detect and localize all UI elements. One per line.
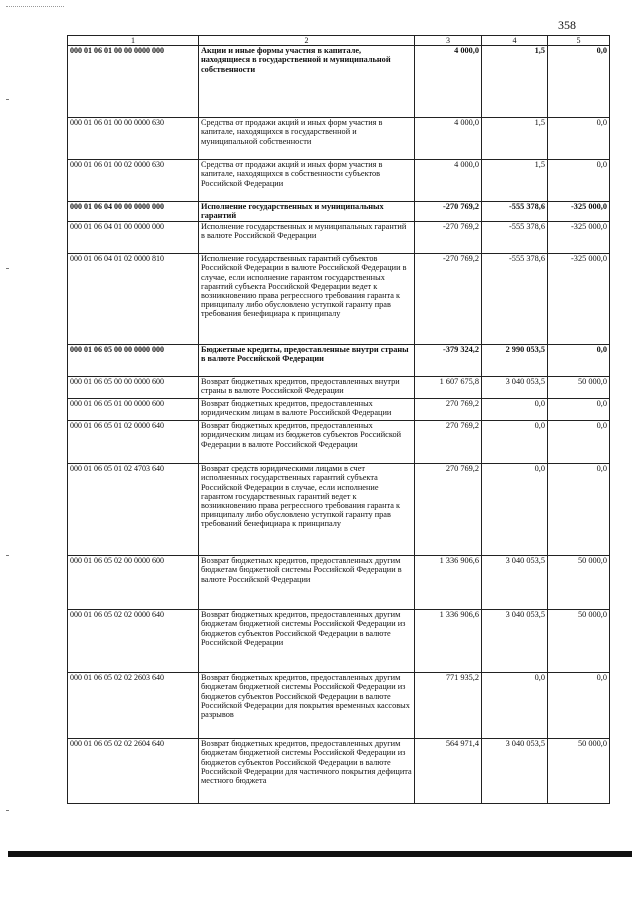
row-value-col3: -270 769,2: [415, 202, 482, 222]
row-code: 000 01 06 04 01 02 0000 810: [68, 254, 199, 345]
table-row: [68, 46, 610, 118]
row-name: Возврат бюджетных кредитов, предоставленных другим бюджетам бюджетной системы Российской Федерации из бюджетов субъектов Российской Федерации в валюте Российской Федерации для частичного покрытия дефицита местного бюджета: [199, 739, 415, 804]
scan-bottom-bar: [8, 851, 632, 857]
scan-speck: [6, 99, 9, 100]
table-row: [68, 160, 610, 202]
row-value-col5: 50 000,0: [548, 556, 610, 610]
row-value-col5: 0,0: [548, 421, 610, 464]
row-code: 000 01 06 05 02 02 2603 640: [68, 673, 199, 739]
row-value-col3: 4 000,0: [415, 160, 482, 202]
table-row: [68, 610, 610, 673]
row-value-col5: -325 000,0: [548, 202, 610, 222]
row-value-col4: 3 040 053,5: [482, 610, 548, 673]
column-header: 2: [199, 36, 415, 46]
row-value-col3: 1 607 675,8: [415, 377, 482, 399]
row-name: Акции и иные формы участия в капитале, находящиеся в государственной и муниципальной собственности: [199, 46, 415, 118]
row-value-col4: -555 378,6: [482, 222, 548, 254]
row-value-col3: 4 000,0: [415, 46, 482, 118]
row-name: Возврат средств юридическими лицами в счет исполненных государственных гарантий субъекта Российской Федерации в случае, если исполнение гарантом государственных гарантий ведет к возникновению права регрессного требования гаранта к принципалу либо обусловлено уступкой гаранту прав требований бенефициара к принципалу: [199, 464, 415, 556]
row-value-col3: 270 769,2: [415, 399, 482, 421]
row-name: Бюджетные кредиты, предоставленные внутри страны в валюте Российской Федерации: [199, 345, 415, 377]
row-name: Исполнение государственных и муниципальных гарантий: [199, 202, 415, 222]
column-header: 1: [68, 36, 199, 46]
row-code: 000 01 06 01 00 02 0000 630: [68, 160, 199, 202]
row-value-col5: 0,0: [548, 46, 610, 118]
table-row: [68, 222, 610, 254]
row-value-col4: 2 990 053,5: [482, 345, 548, 377]
row-code: 000 01 06 01 00 00 0000 000: [68, 46, 199, 118]
row-name: Средства от продажи акций и иных форм участия в капитале, находящихся в собственности субъектов Российской Федерации: [199, 160, 415, 202]
column-header: 5: [548, 36, 610, 46]
row-name: Средства от продажи акций и иных форм участия в капитале, находящихся в государственной и муниципальной собственности: [199, 118, 415, 160]
row-code: 000 01 06 04 01 00 0000 000: [68, 222, 199, 254]
table-row: [68, 377, 610, 399]
row-value-col5: 50 000,0: [548, 739, 610, 804]
row-value-col4: 0,0: [482, 673, 548, 739]
row-value-col4: 3 040 053,5: [482, 556, 548, 610]
row-value-col5: 0,0: [548, 118, 610, 160]
row-value-col4: 3 040 053,5: [482, 377, 548, 399]
row-value-col3: 771 935,2: [415, 673, 482, 739]
row-code: 000 01 06 04 00 00 0000 000: [68, 202, 199, 222]
row-value-col5: -325 000,0: [548, 254, 610, 345]
scan-speck: [6, 555, 9, 556]
row-name: Возврат бюджетных кредитов, предоставленных другим бюджетам бюджетной системы Российской Федерации из бюджетов субъектов Российской Федерации в валюте Российской Федерации: [199, 610, 415, 673]
row-code: 000 01 06 05 01 00 0000 600: [68, 399, 199, 421]
table-row: [68, 556, 610, 610]
row-value-col4: 0,0: [482, 421, 548, 464]
column-header: 4: [482, 36, 548, 46]
row-value-col4: 1,5: [482, 160, 548, 202]
row-name: Возврат бюджетных кредитов, предоставленных юридическим лицам в валюте Российской Федерации: [199, 399, 415, 421]
row-value-col3: 4 000,0: [415, 118, 482, 160]
row-value-col3: 1 336 906,6: [415, 556, 482, 610]
row-value-col4: 3 040 053,5: [482, 739, 548, 804]
row-value-col5: 0,0: [548, 160, 610, 202]
row-name: Исполнение государственных и муниципальных гарантий в валюте Российской Федерации: [199, 222, 415, 254]
header-row: [68, 36, 610, 46]
row-value-col4: 0,0: [482, 399, 548, 421]
scan-edge-mark: [6, 6, 64, 7]
row-code: 000 01 06 01 00 00 0000 630: [68, 118, 199, 160]
table-row: [68, 118, 610, 160]
row-value-col3: -270 769,2: [415, 254, 482, 345]
scan-speck: [6, 268, 9, 269]
row-value-col5: 50 000,0: [548, 610, 610, 673]
row-value-col3: 564 971,4: [415, 739, 482, 804]
row-value-col5: 0,0: [548, 673, 610, 739]
row-value-col5: 0,0: [548, 464, 610, 556]
row-value-col4: 1,5: [482, 46, 548, 118]
budget-table: [67, 35, 610, 804]
row-value-col5: -325 000,0: [548, 222, 610, 254]
row-value-col5: 0,0: [548, 345, 610, 377]
table-row: [68, 202, 610, 222]
table-row: [68, 254, 610, 345]
row-value-col5: 50 000,0: [548, 377, 610, 399]
table-row: [68, 673, 610, 739]
row-code: 000 01 06 05 02 00 0000 600: [68, 556, 199, 610]
row-code: 000 01 06 05 00 00 0000 000: [68, 345, 199, 377]
row-value-col3: 270 769,2: [415, 421, 482, 464]
row-name: Исполнение государственных гарантий субъектов Российской Федерации в валюте Российской Федерации в случае, если исполнение гарантом государственных гарантий субъекта Российской Федерации ведет к возникновению права регрессного требования гаранта к принципалу либо обусловлено уступкой гаранту прав требования бенефициара к принципалу: [199, 254, 415, 345]
row-value-col3: 1 336 906,6: [415, 610, 482, 673]
row-value-col4: 0,0: [482, 464, 548, 556]
row-code: 000 01 06 05 01 02 4703 640: [68, 464, 199, 556]
table-row: [68, 464, 610, 556]
row-value-col3: 270 769,2: [415, 464, 482, 556]
table-row: [68, 739, 610, 804]
row-code: 000 01 06 05 02 02 0000 640: [68, 610, 199, 673]
row-name: Возврат бюджетных кредитов, предоставленных другим бюджетам бюджетной системы Российской Федерации в валюте Российской Федерации: [199, 556, 415, 610]
table-row: [68, 421, 610, 464]
row-code: 000 01 06 05 01 02 0000 640: [68, 421, 199, 464]
row-value-col5: 0,0: [548, 399, 610, 421]
row-name: Возврат бюджетных кредитов, предоставленных юридическим лицам из бюджетов субъектов Российской Федерации в валюте Российской Федерации: [199, 421, 415, 464]
page-number: 358: [558, 18, 576, 32]
table-row: [68, 399, 610, 421]
row-name: Возврат бюджетных кредитов, предоставленных другим бюджетам бюджетной системы Российской Федерации из бюджетов субъектов Российской Федерации в валюте Российской Федерации для покрытия временных кассовых разрывов: [199, 673, 415, 739]
row-value-col3: -379 324,2: [415, 345, 482, 377]
scan-speck: [6, 810, 9, 811]
table-row: [68, 345, 610, 377]
row-name: Возврат бюджетных кредитов, предоставленных внутри страны в валюте Российской Федерации: [199, 377, 415, 399]
row-value-col3: -270 769,2: [415, 222, 482, 254]
table-body: [68, 46, 610, 804]
row-code: 000 01 06 05 02 02 2604 640: [68, 739, 199, 804]
row-value-col4: -555 378,6: [482, 254, 548, 345]
row-value-col4: -555 378,6: [482, 202, 548, 222]
column-header: 3: [415, 36, 482, 46]
row-code: 000 01 06 05 00 00 0000 600: [68, 377, 199, 399]
row-value-col4: 1,5: [482, 118, 548, 160]
